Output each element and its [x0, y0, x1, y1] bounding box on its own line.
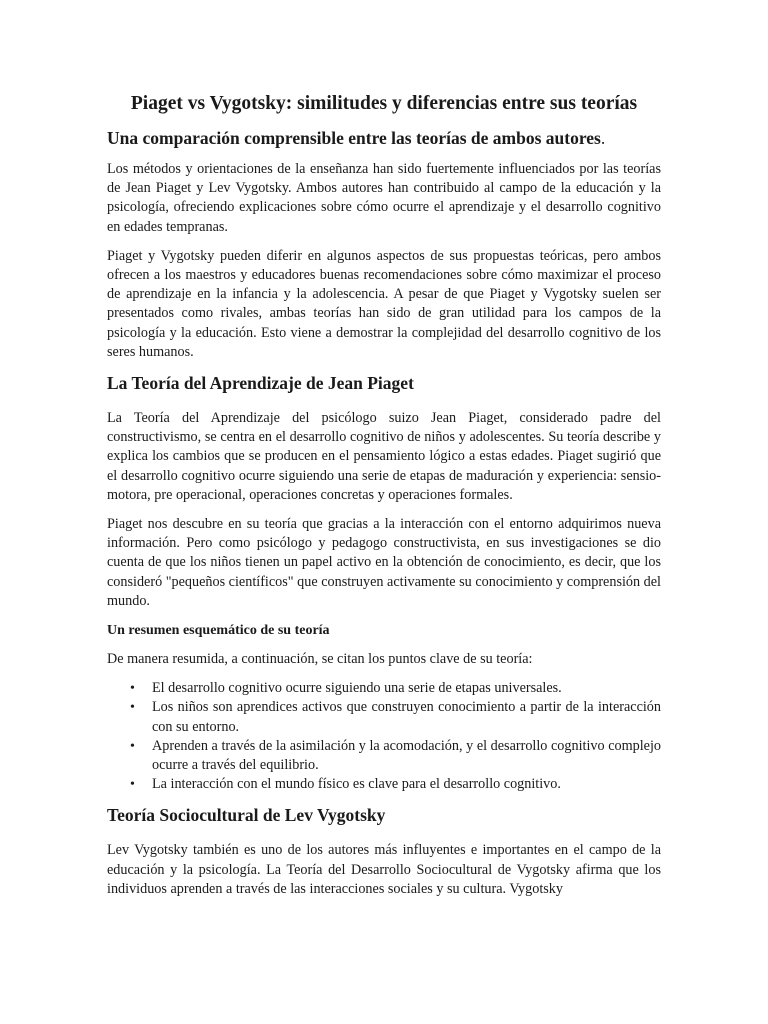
bullet-icon: •	[130, 777, 135, 793]
piaget-paragraph-1: La Teoría del Aprendizaje del psicólogo suizo Jean Piaget, considerado padre del constructivismo, se centra en el desarrollo cognitivo de niños y adolescentes. Su teoría describe y explica los cambios que se producen en el pensamiento lógico a estas edades. Piaget sugirió que el desarrollo cognitivo ocurre siguiendo una serie de etapas de maduración y experiencia: sensio-motora, pre operacional, operaciones concretas y operaciones formales.	[107, 410, 661, 503]
bullet-icon: •	[130, 738, 135, 754]
list-item-text: El desarrollo cognitivo ocurre siguiendo una serie de etapas universales.	[152, 680, 562, 697]
bullet-icon: •	[130, 700, 135, 716]
list-item-text: Aprenden a través de la asimilación y la acomodación, y el desarrollo cognitivo complejo ocurre a través del equilibrio.	[152, 737, 661, 774]
intro-paragraph-1: Los métodos y orientaciones de la enseñanza han sido fuertemente influenciados por las teorías de Jean Piaget y Lev Vygotsky. Ambos autores han contribuido al campo de la educación y la psicología, ofreciendo explicaciones sobre cómo ocurre el aprendizaje y el desarrollo cognitivo en edades tempranas.	[107, 161, 661, 235]
summary-heading: Un resumen esquemático de su teoría	[107, 623, 330, 639]
summary-list	[107, 679, 661, 794]
list-item	[130, 698, 661, 736]
vygotsky-paragraph-1: Lev Vygotsky también es uno de los autores más influyentes e importantes en el campo de la educación y la psicología. La Teoría del Desarrollo Sociocultural de Vygotsky afirma que los individuos aprenden a través de las interacciones sociales y su cultura. Vygotsky	[107, 842, 661, 897]
section-heading-vygotsky: Teoría Sociocultural de Lev Vygotsky	[107, 805, 386, 826]
subtitle-period: .	[600, 128, 606, 148]
list-item-text: La interacción con el mundo físico es clave para el desarrollo cognitivo.	[152, 776, 561, 793]
subtitle-text: Una comparación comprensible entre las teorías de ambos autores	[107, 128, 601, 148]
page-title: Piaget vs Vygotsky: similitudes y diferencias entre sus teorías	[130, 93, 638, 114]
summary-intro: De manera resumida, a continuación, se citan los puntos clave de su teoría:	[107, 651, 533, 668]
bullet-icon: •	[130, 681, 135, 697]
document-body	[107, 91, 661, 909]
intro-paragraph-2: Piaget y Vygotsky pueden diferir en algunos aspectos de sus propuestas teóricas, pero ambos ofrecen a los maestros y educadores buenas recomendaciones sobre cómo maximizar el proceso de aprendizaje en la infancia y la adolescencia. A pesar de que Piaget y Vygotsky suelen ser presentados como rivales, ambas teorías han sido de gran utilidad para los campos de la psicología y la educación. Esto viene a demostrar la complejidad del desarrollo cognitivo de los seres humanos.	[107, 247, 661, 360]
document-subtitle	[107, 127, 661, 150]
list-item	[130, 737, 661, 775]
piaget-paragraph-2: Piaget nos descubre en su teoría que gracias a la interacción con el entorno adquirimos nueva información. Pero como psicólogo y pedagogo constructivista, en sus investigaciones se dio cuenta de que los niños tienen un papel activo en la obtención de conocimiento, es decir, que los consideró "pequeños científicos" que construyen activamente su conocimiento y comprensión del mundo.	[107, 516, 661, 609]
section-heading-piaget: La Teoría del Aprendizaje de Jean Piaget	[107, 373, 414, 394]
list-item	[130, 679, 661, 698]
list-item	[130, 775, 661, 794]
list-item-text: Los niños son aprendices activos que construyen conocimiento a partir de la interacción con su entorno.	[152, 699, 661, 735]
